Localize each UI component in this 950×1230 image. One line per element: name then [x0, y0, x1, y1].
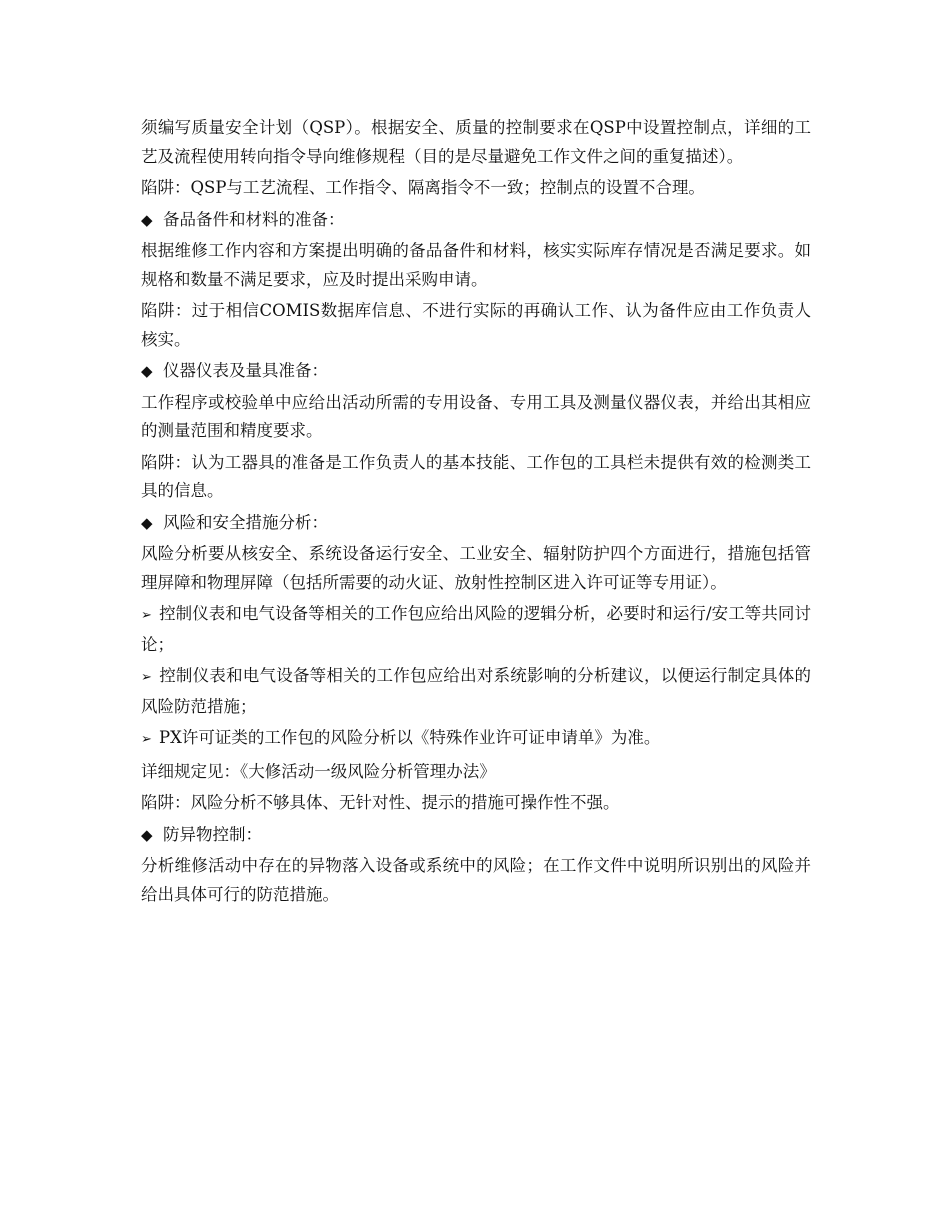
paragraph-detail-reference: 详细规定见：《大修活动一级风险分析管理办法》: [141, 761, 496, 781]
paragraph-spare-parts: 根据维修工作内容和方案提出明确的备品备件和材料，核实实际库存情况是否满足要求。如规格和数量不满足要求，应及时提出采购申请。: [141, 241, 811, 289]
list-item-system-impact: [141, 662, 811, 721]
paragraph-instruments: 工作程序或校验单中应给出活动所需的专用设备、专用工具及测量仪器仪表，并给出其相应的测量范围和精度要求。: [141, 392, 811, 440]
diamond-bullet-icon: ◆: [141, 362, 153, 380]
section-heading-text: 仪器仪表及量具准备：: [163, 361, 328, 380]
diamond-bullet-icon: ◆: [141, 825, 153, 844]
list-item-text: 控制仪表和电气设备等相关的工作包应给出风险的逻辑分析，必要时和运行/安工等共同讨论；: [141, 604, 811, 654]
section-heading-text: 风险和安全措施分析：: [163, 512, 328, 532]
section-heading-text: 防异物控制：: [163, 824, 262, 844]
paragraph-risk-analysis: 风险分析要从核安全、系统设备运行安全、工业安全、辐射防护四个方面进行，措施包括管理屏障和物理屏障（包括所需要的动火证、放射性控制区进入许可证等专用证）。: [141, 544, 811, 592]
paragraph-trap-risk: 陷阱：风险分析不够具体、无针对性、提示的措施可操作性不强。: [141, 793, 620, 812]
paragraph-trap-qsp: 陷阱：QSP与工艺流程、工作指令、隔离指令不一致；控制点的设置不合理。: [141, 178, 705, 197]
section-heading-foreign-material: [141, 821, 811, 850]
arrow-bullet-icon: ➢: [141, 732, 152, 747]
paragraph-trap-comis: 陷阱：过于相信COMIS数据库信息、不进行实际的再确认工作、认为备件应由工作负责人核实。: [141, 301, 811, 349]
list-item-risk-logic: [141, 600, 811, 659]
section-heading-risk: [141, 509, 811, 538]
document-body: [141, 114, 811, 912]
section-heading-spare-parts: [141, 206, 811, 235]
section-heading-text: 备品备件和材料的准备：: [163, 209, 345, 229]
arrow-bullet-icon: ➢: [141, 670, 152, 685]
paragraph-trap-tools: 陷阱：认为工器具的准备是工作负责人的基本技能、工作包的工具栏未提供有效的检测类工具的信息。: [141, 452, 811, 500]
list-item-text: PX许可证类的工作包的风险分析以《特殊作业许可证申请单》为准。: [159, 728, 661, 747]
arrow-bullet-icon: ➢: [141, 608, 152, 623]
diamond-bullet-icon: ◆: [141, 210, 153, 229]
list-item-px-permit: [141, 724, 811, 755]
paragraph-foreign-material: 分析维修活动中存在的异物落入设备或系统中的风险；在工作文件中说明所识别出的风险并给出具体可行的防范措施。: [141, 856, 811, 904]
paragraph-qsp: 须编写质量安全计划（QSP）。根据安全、质量的控制要求在QSP中设置控制点，详细的工艺及流程使用转向指令导向维修规程（目的是尽量避免工作文件之间的重复描述）。: [141, 118, 811, 166]
list-item-text: 控制仪表和电气设备等相关的工作包应给出对系统影响的分析建议，以便运行制定具体的风险防范措施；: [141, 666, 811, 716]
diamond-bullet-icon: ◆: [141, 513, 153, 532]
section-heading-instruments: [141, 357, 811, 386]
